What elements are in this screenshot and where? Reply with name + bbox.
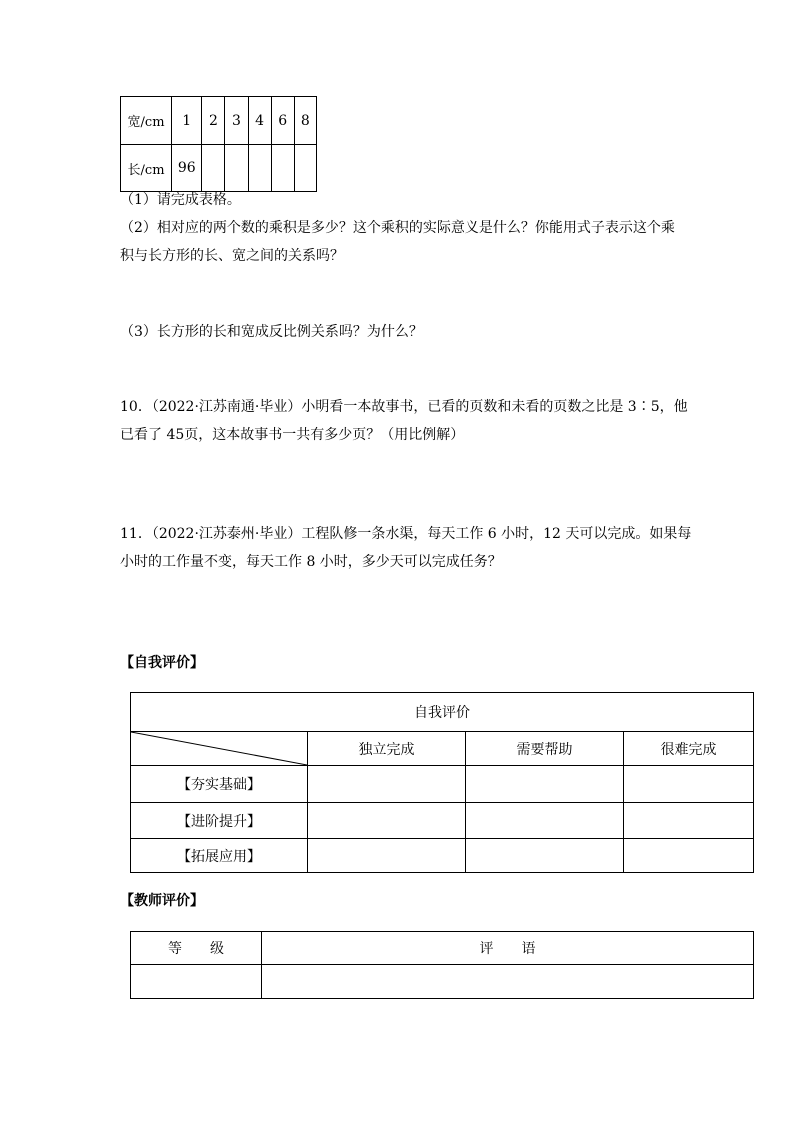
col-grade: 等 级 [131, 932, 262, 965]
self-eval-heading: 【自我评价】 [120, 655, 204, 671]
width-cell: 8 [294, 97, 316, 145]
question-9-part-2-line1: （2）相对应的两个数的乘积是多少？这个乘积的实际意义是什么？你能用式子表示这个乘 [120, 220, 675, 236]
row-advanced: 【进阶提升】 [131, 803, 308, 839]
question-9-part-2-line2: 积与长方形的长、宽之间的关系吗？ [120, 248, 344, 264]
length-cell[interactable] [248, 145, 271, 192]
length-cell[interactable] [271, 145, 294, 192]
question-9-part-1: （1）请完成表格。 [120, 192, 241, 208]
grade-cell[interactable] [131, 965, 262, 999]
self-eval-cell[interactable] [624, 839, 754, 873]
self-eval-cell[interactable] [308, 803, 466, 839]
width-cell: 6 [271, 97, 294, 145]
width-cell: 3 [225, 97, 248, 145]
self-eval-cell[interactable] [466, 839, 624, 873]
question-10-line1: 10．（2022·江苏南通·毕业）小明看一本故事书，已看的页数和未看的页数之比是 3∶5，他 [120, 399, 688, 415]
question-11-line2: 小时的工作量不变，每天工作 8 小时，多少天可以完成任务？ [120, 554, 502, 570]
self-eval-cell[interactable] [308, 766, 466, 803]
width-cell: 2 [202, 97, 225, 145]
self-eval-cell[interactable] [624, 803, 754, 839]
self-eval-cell[interactable] [466, 803, 624, 839]
width-length-table [120, 96, 317, 192]
row-label-length: 长/cm [121, 145, 172, 192]
teacher-eval-heading: 【教师评价】 [120, 893, 204, 909]
length-cell[interactable] [202, 145, 225, 192]
length-cell[interactable] [294, 145, 316, 192]
diagonal-header-cell [131, 732, 308, 766]
diagonal-line [131, 732, 307, 765]
row-label-width: 宽/cm [121, 97, 172, 145]
teacher-eval-table [130, 931, 754, 999]
width-cell: 1 [172, 97, 202, 145]
comment-cell[interactable] [262, 965, 754, 999]
length-cell: 96 [172, 145, 202, 192]
self-eval-cell[interactable] [308, 839, 466, 873]
self-eval-cell[interactable] [624, 766, 754, 803]
self-eval-table-title: 自我评价 [131, 693, 754, 732]
question-10-line2: 已看了 45页，这本故事书一共有多少页？（用比例解） [120, 427, 465, 443]
col-comment: 评 语 [262, 932, 754, 965]
row-basic: 【夯实基础】 [131, 766, 308, 803]
question-11-line1: 11．（2022·江苏泰州·毕业）工程队修一条水渠，每天工作 6 小时，12 天可以完成。如果每 [120, 526, 692, 542]
question-9-part-3: （3）长方形的长和宽成反比例关系吗？为什么？ [120, 324, 423, 340]
row-extended: 【拓展应用】 [131, 839, 308, 873]
col-hard: 很难完成 [624, 732, 754, 766]
length-cell[interactable] [225, 145, 248, 192]
self-eval-table [130, 692, 754, 873]
col-need-help: 需要帮助 [466, 732, 624, 766]
self-eval-cell[interactable] [466, 766, 624, 803]
width-cell: 4 [248, 97, 271, 145]
col-independent: 独立完成 [308, 732, 466, 766]
